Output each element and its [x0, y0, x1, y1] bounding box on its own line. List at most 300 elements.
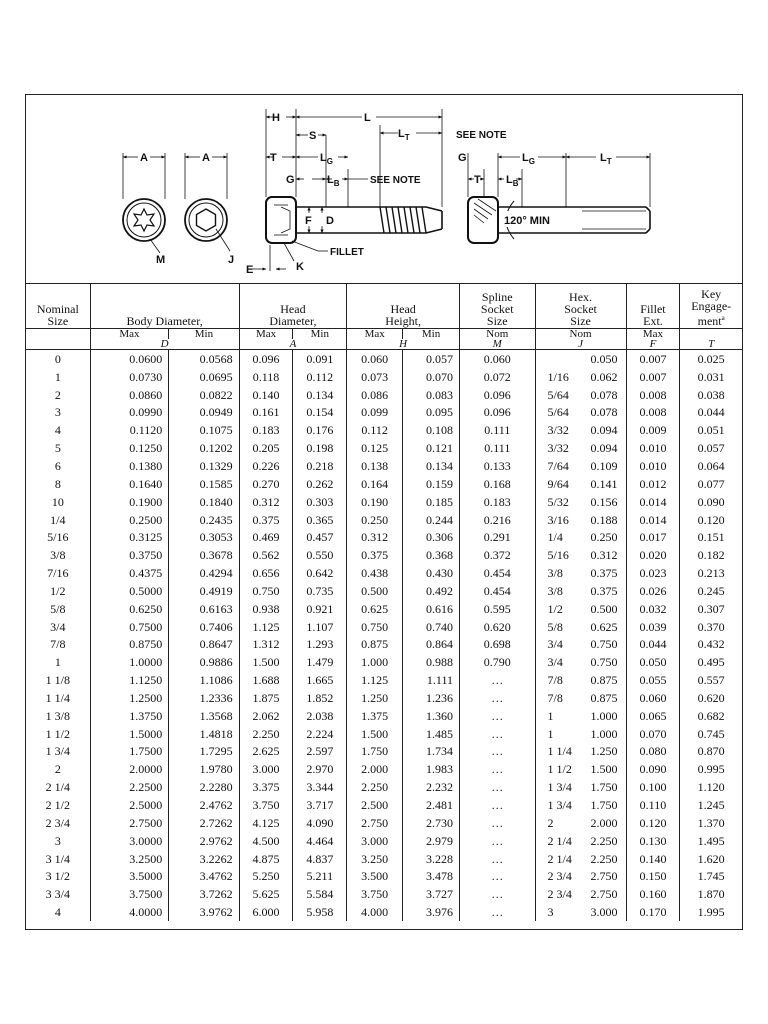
- cell-body-diameter-min: 0.9886: [169, 653, 239, 671]
- table-row: [26, 867, 742, 885]
- cell-body-diameter-min: 1.3568: [169, 707, 239, 725]
- cell-spline-socket-size: 0.096: [460, 404, 536, 422]
- label-fillet: FILLET: [330, 247, 364, 258]
- cell-body-diameter-max: 2.2500: [90, 778, 169, 796]
- header-head-height: Head Height,: [347, 283, 460, 329]
- symbol-m: M: [460, 339, 536, 350]
- cell-body-diameter-max: 1.1250: [90, 671, 169, 689]
- cell-head-diameter-max: 0.469: [239, 528, 293, 546]
- cell-nominal-size: 1: [54, 655, 61, 670]
- table-row: [26, 885, 742, 903]
- cell-fillet-extension: 0.020: [626, 546, 680, 564]
- cell-head-height-min: 0.108: [403, 421, 460, 439]
- cell-head-diameter-min: 0.303: [293, 493, 347, 511]
- cell-head-diameter-max: 1.312: [239, 636, 293, 654]
- cell-key-engagement: 0.044: [680, 404, 742, 422]
- cell-head-diameter-min: 0.154: [293, 404, 347, 422]
- cell-nominal-size: 3: [54, 405, 61, 420]
- label-k: K: [296, 261, 304, 273]
- symbol-a: A: [239, 339, 347, 350]
- cell-hex-socket-size: [535, 636, 626, 654]
- cell-body-diameter-max: 0.8750: [90, 636, 169, 654]
- cell-nominal-size: 2 1/4: [45, 780, 70, 795]
- cell-body-diameter-min: 2.9762: [169, 832, 239, 850]
- label-lb-2: $L_B$: [506, 174, 519, 188]
- table-row: [26, 743, 742, 761]
- hex-socket-fraction: 2 1/4: [547, 833, 572, 848]
- label-s: S: [309, 130, 317, 142]
- cell-key-engagement: 1.245: [680, 796, 742, 814]
- hex-socket-fraction: 2 3/4: [547, 869, 572, 884]
- cell-key-engagement: 0.557: [680, 671, 742, 689]
- cell-body-diameter-max: 0.0730: [90, 368, 169, 386]
- cell-spline-socket-size: 0.216: [460, 511, 536, 529]
- cell-head-height-max: 2.000: [347, 760, 403, 778]
- cell-head-diameter-max: 0.938: [239, 600, 293, 618]
- cell-body-diameter-max: 1.0000: [90, 653, 169, 671]
- cell-fillet-extension: 0.039: [626, 618, 680, 636]
- cell-nominal-size: 8: [54, 476, 61, 491]
- cell-key-engagement: 1.745: [680, 867, 742, 885]
- table-row: [26, 814, 742, 832]
- cell-key-engagement: 0.120: [680, 511, 742, 529]
- cell-key-engagement: 0.495: [680, 653, 742, 671]
- cell-spline-socket-size: 0.372: [460, 546, 536, 564]
- cell-head-diameter-min: 0.735: [293, 582, 347, 600]
- cell-fillet-extension: 0.110: [626, 796, 680, 814]
- cell-fillet-extension: 0.150: [626, 867, 680, 885]
- cell-spline-socket-size: …: [460, 885, 536, 903]
- cell-head-diameter-max: 1.688: [239, 671, 293, 689]
- cell-body-diameter-min: 0.4294: [169, 564, 239, 582]
- cell-body-diameter-min: 0.1585: [169, 475, 239, 493]
- table-body: [26, 350, 742, 922]
- cell-key-engagement: 0.307: [680, 600, 742, 618]
- cell-head-diameter-min: 1.479: [293, 653, 347, 671]
- cell-body-diameter-max: 0.1120: [90, 421, 169, 439]
- table-row: [26, 368, 742, 386]
- cell-head-height-min: 0.740: [403, 618, 460, 636]
- cell-head-diameter-max: 0.375: [239, 511, 293, 529]
- cell-head-diameter-min: 0.642: [293, 564, 347, 582]
- cell-hex-socket-size: [535, 457, 626, 475]
- hex-socket-decimal: 2.250: [590, 851, 618, 866]
- cell-head-height-min: 1.236: [403, 689, 460, 707]
- cell-key-engagement: 0.682: [680, 707, 742, 725]
- cell-hex-socket-size: [535, 885, 626, 903]
- cell-body-diameter-max: 0.1380: [90, 457, 169, 475]
- cell-head-diameter-max: 4.500: [239, 832, 293, 850]
- screw-drawing: [26, 95, 742, 284]
- cell-head-height-max: 3.250: [347, 850, 403, 868]
- cell-head-height-min: 0.121: [403, 439, 460, 457]
- cell-body-diameter-min: 0.2435: [169, 511, 239, 529]
- cell-head-diameter-max: 5.625: [239, 885, 293, 903]
- cell-head-diameter-max: 1.125: [239, 618, 293, 636]
- hex-socket-decimal: 0.188: [590, 512, 618, 527]
- cell-nominal-size: 7/8: [50, 637, 66, 652]
- cell-body-diameter-max: 0.6250: [90, 600, 169, 618]
- cell-body-diameter-min: 0.3678: [169, 546, 239, 564]
- header-spline-socket: Spline Socket Size: [460, 283, 536, 329]
- table-row: [26, 493, 742, 511]
- label-l: L: [364, 112, 371, 124]
- cell-head-diameter-min: 0.262: [293, 475, 347, 493]
- cell-head-height-min: 0.185: [403, 493, 460, 511]
- cell-head-height-min: 1.983: [403, 760, 460, 778]
- cell-fillet-extension: 0.130: [626, 832, 680, 850]
- cell-nominal-size: 3/8: [50, 548, 66, 563]
- header-a-max: Max: [239, 329, 293, 340]
- cell-body-diameter-min: 0.6163: [169, 600, 239, 618]
- hex-socket-fraction: 1/2: [547, 601, 563, 616]
- cell-head-diameter-min: 2.224: [293, 725, 347, 743]
- cell-body-diameter-min: 2.2280: [169, 778, 239, 796]
- hex-socket-fraction: 1 3/4: [547, 798, 572, 813]
- cell-body-diameter-min: 1.1086: [169, 671, 239, 689]
- cell-nominal-size: 3/4: [50, 619, 66, 634]
- cell-head-height-min: 0.159: [403, 475, 460, 493]
- cell-head-diameter-min: 0.457: [293, 528, 347, 546]
- cell-fillet-extension: 0.009: [626, 421, 680, 439]
- cell-spline-socket-size: …: [460, 671, 536, 689]
- cell-nominal-size: 1/2: [50, 583, 66, 598]
- cell-body-diameter-max: 3.7500: [90, 885, 169, 903]
- hex-socket-decimal: 2.750: [590, 887, 618, 902]
- cell-fillet-extension: 0.008: [626, 404, 680, 422]
- cell-head-height-max: 1.375: [347, 707, 403, 725]
- hex-socket-decimal: 1.500: [590, 762, 618, 777]
- cell-body-diameter-min: 1.7295: [169, 743, 239, 761]
- header-nominal-size: Nominal Size: [36, 302, 79, 328]
- cell-body-diameter-max: 1.3750: [90, 707, 169, 725]
- hex-socket-end-view: [185, 199, 227, 241]
- hex-socket-decimal: 2.750: [590, 869, 618, 884]
- cell-key-engagement: 1.870: [680, 885, 742, 903]
- cell-nominal-size: 5: [54, 441, 61, 456]
- cell-spline-socket-size: 0.183: [460, 493, 536, 511]
- cell-fillet-extension: 0.007: [626, 350, 680, 368]
- cell-body-diameter-max: 0.1640: [90, 475, 169, 493]
- label-a-2: A: [202, 152, 210, 164]
- cell-spline-socket-size: …: [460, 707, 536, 725]
- cell-body-diameter-max: 0.0600: [90, 350, 169, 368]
- cell-hex-socket-size: [535, 814, 626, 832]
- cell-spline-socket-size: 0.620: [460, 618, 536, 636]
- cell-spline-socket-size: 0.111: [460, 421, 536, 439]
- cell-nominal-size: 3 3/4: [45, 887, 70, 902]
- cell-hex-socket-size: [535, 386, 626, 404]
- socket-screw-dimension-table: [26, 283, 742, 921]
- cell-fillet-extension: 0.044: [626, 636, 680, 654]
- cell-head-diameter-max: 2.062: [239, 707, 293, 725]
- cell-head-height-min: 0.083: [403, 386, 460, 404]
- cell-hex-socket-size: [535, 671, 626, 689]
- cell-fillet-extension: 0.100: [626, 778, 680, 796]
- cell-nominal-size: 2: [54, 387, 61, 402]
- cell-head-diameter-min: 1.852: [293, 689, 347, 707]
- cell-key-engagement: 0.090: [680, 493, 742, 511]
- cell-head-height-min: 0.864: [403, 636, 460, 654]
- cell-fillet-extension: 0.140: [626, 850, 680, 868]
- screw-side-view: [266, 197, 442, 243]
- cell-head-height-max: 1.000: [347, 653, 403, 671]
- label-lt-2: $L_T$: [600, 152, 612, 166]
- cell-nominal-size: 1: [54, 369, 61, 384]
- cell-head-height-min: 0.988: [403, 653, 460, 671]
- cell-head-diameter-min: 4.464: [293, 832, 347, 850]
- cell-head-height-min: 1.485: [403, 725, 460, 743]
- cell-head-height-max: 0.875: [347, 636, 403, 654]
- cell-spline-socket-size: 0.595: [460, 600, 536, 618]
- hex-socket-fraction: 3/32: [547, 441, 569, 456]
- cell-fillet-extension: 0.017: [626, 528, 680, 546]
- cell-head-height-min: 0.095: [403, 404, 460, 422]
- cell-body-diameter-min: 0.0822: [169, 386, 239, 404]
- cell-head-height-min: 0.134: [403, 457, 460, 475]
- cell-body-diameter-max: 1.2500: [90, 689, 169, 707]
- cell-hex-socket-size: [535, 743, 626, 761]
- cell-spline-socket-size: …: [460, 850, 536, 868]
- hex-socket-fraction: 3/16: [547, 512, 569, 527]
- cell-head-height-min: 3.478: [403, 867, 460, 885]
- cell-head-height-max: 3.500: [347, 867, 403, 885]
- cell-fillet-extension: 0.012: [626, 475, 680, 493]
- hex-socket-decimal: 0.312: [590, 548, 618, 563]
- cell-head-height-min: 2.232: [403, 778, 460, 796]
- cell-body-diameter-min: 1.4818: [169, 725, 239, 743]
- cell-body-diameter-min: 0.1075: [169, 421, 239, 439]
- table-row: [26, 618, 742, 636]
- cell-fillet-extension: 0.170: [626, 903, 680, 921]
- cell-hex-socket-size: [535, 421, 626, 439]
- cell-spline-socket-size: …: [460, 796, 536, 814]
- cell-head-diameter-max: 0.226: [239, 457, 293, 475]
- hex-socket-fraction: 1: [547, 708, 554, 723]
- cell-spline-socket-size: 0.790: [460, 653, 536, 671]
- cell-head-diameter-max: 0.312: [239, 493, 293, 511]
- hex-socket-decimal: 0.875: [590, 690, 618, 705]
- cell-head-height-max: 1.500: [347, 725, 403, 743]
- hex-socket-fraction: 3/4: [547, 637, 563, 652]
- cell-hex-socket-size: [535, 618, 626, 636]
- cell-head-diameter-min: 0.112: [293, 368, 347, 386]
- cell-key-engagement: 0.370: [680, 618, 742, 636]
- cell-body-diameter-min: 1.2336: [169, 689, 239, 707]
- header-row-symbols: [26, 339, 742, 350]
- cell-fillet-extension: 0.050: [626, 653, 680, 671]
- header-d-min: Min: [169, 329, 239, 340]
- cell-hex-socket-size: [535, 404, 626, 422]
- cell-body-diameter-max: 4.0000: [90, 903, 169, 921]
- cell-head-diameter-min: 0.091: [293, 350, 347, 368]
- label-120-min: 120° MIN: [504, 215, 550, 227]
- cell-hex-socket-size: [535, 528, 626, 546]
- cell-hex-socket-size: [535, 564, 626, 582]
- header-hex-socket: Hex. Socket Size: [535, 283, 626, 329]
- cell-head-diameter-min: 0.218: [293, 457, 347, 475]
- hex-socket-fraction: 1 1/4: [547, 744, 572, 759]
- cell-head-height-min: 3.228: [403, 850, 460, 868]
- cell-body-diameter-max: 0.7500: [90, 618, 169, 636]
- cell-head-height-max: 1.125: [347, 671, 403, 689]
- cell-hex-socket-size: [535, 511, 626, 529]
- label-lb: $L_B$: [327, 174, 340, 188]
- cell-hex-socket-size: [535, 832, 626, 850]
- label-a-1: A: [140, 152, 148, 164]
- cell-key-engagement: 0.182: [680, 546, 742, 564]
- cell-spline-socket-size: 0.168: [460, 475, 536, 493]
- cell-nominal-size: 3: [54, 833, 61, 848]
- label-t-2: T: [474, 174, 481, 186]
- cell-body-diameter-max: 0.3125: [90, 528, 169, 546]
- cell-body-diameter-min: 0.7406: [169, 618, 239, 636]
- cell-hex-socket-size: [535, 760, 626, 778]
- cell-head-diameter-min: 0.550: [293, 546, 347, 564]
- cell-body-diameter-max: 3.2500: [90, 850, 169, 868]
- cell-hex-socket-size: [535, 903, 626, 921]
- hex-socket-fraction: 3/8: [547, 583, 563, 598]
- hex-socket-decimal: 0.750: [590, 655, 618, 670]
- cell-body-diameter-max: 3.5000: [90, 867, 169, 885]
- hex-socket-fraction: 7/8: [547, 690, 563, 705]
- cell-nominal-size: 2 1/2: [45, 798, 70, 813]
- table-row: [26, 636, 742, 654]
- table-row: [26, 850, 742, 868]
- cell-spline-socket-size: 0.291: [460, 528, 536, 546]
- hex-socket-decimal: 0.875: [590, 673, 618, 688]
- hex-socket-decimal: 0.094: [590, 441, 618, 456]
- table-row: [26, 707, 742, 725]
- cell-head-diameter-min: 1.665: [293, 671, 347, 689]
- label-lg-2: $L_G$: [522, 152, 535, 166]
- table-row: [26, 796, 742, 814]
- table-row: [26, 386, 742, 404]
- hex-socket-decimal: 0.250: [590, 530, 618, 545]
- hex-socket-fraction: 7/8: [547, 673, 563, 688]
- cell-head-height-max: 0.438: [347, 564, 403, 582]
- cell-hex-socket-size: [535, 867, 626, 885]
- header-a-min: Min: [293, 329, 347, 340]
- cell-nominal-size: 2 3/4: [45, 815, 70, 830]
- cell-nominal-size: 0: [54, 351, 61, 366]
- technical-drawing: [26, 95, 742, 283]
- cell-spline-socket-size: …: [460, 903, 536, 921]
- spline-socket-end-view: [123, 199, 165, 241]
- cell-hex-socket-size: [535, 653, 626, 671]
- cell-head-height-max: 0.375: [347, 546, 403, 564]
- cell-fillet-extension: 0.080: [626, 743, 680, 761]
- hex-socket-fraction: 5/64: [547, 387, 569, 402]
- label-j: J: [228, 254, 235, 266]
- hex-socket-decimal: 1.750: [590, 798, 618, 813]
- cell-nominal-size: 4: [54, 423, 61, 438]
- cell-head-height-min: 0.070: [403, 368, 460, 386]
- cell-head-diameter-min: 0.365: [293, 511, 347, 529]
- cell-head-height-max: 3.750: [347, 885, 403, 903]
- table-row: [26, 689, 742, 707]
- label-g-2: G: [458, 152, 467, 164]
- table-row: [26, 475, 742, 493]
- cell-nominal-size: 3 1/4: [45, 851, 70, 866]
- cell-fillet-extension: 0.007: [626, 368, 680, 386]
- cell-key-engagement: 1.995: [680, 903, 742, 921]
- table-row: [26, 421, 742, 439]
- dim-a-lines: [123, 153, 230, 253]
- cell-head-height-min: 0.368: [403, 546, 460, 564]
- cell-head-diameter-min: 1.293: [293, 636, 347, 654]
- cell-spline-socket-size: …: [460, 867, 536, 885]
- cell-body-diameter-max: 3.0000: [90, 832, 169, 850]
- cell-nominal-size: 3 1/2: [45, 869, 70, 884]
- cell-head-height-max: 0.138: [347, 457, 403, 475]
- cell-key-engagement: 0.051: [680, 421, 742, 439]
- cell-body-diameter-max: 0.2500: [90, 511, 169, 529]
- cell-head-diameter-max: 3.750: [239, 796, 293, 814]
- symbol-f: F: [626, 339, 680, 350]
- cell-head-height-min: 0.616: [403, 600, 460, 618]
- cell-nominal-size: 1 3/8: [45, 708, 70, 723]
- cell-spline-socket-size: …: [460, 778, 536, 796]
- cell-head-height-max: 0.750: [347, 618, 403, 636]
- hex-socket-fraction: 3/4: [547, 655, 563, 670]
- table-row: [26, 439, 742, 457]
- cell-head-height-max: 0.112: [347, 421, 403, 439]
- cell-spline-socket-size: 0.111: [460, 439, 536, 457]
- cell-head-diameter-max: 5.250: [239, 867, 293, 885]
- cell-head-height-max: 2.750: [347, 814, 403, 832]
- cell-head-height-max: 3.000: [347, 832, 403, 850]
- cell-key-engagement: 0.064: [680, 457, 742, 475]
- cell-head-diameter-min: 4.090: [293, 814, 347, 832]
- header-h-max: Max: [347, 329, 403, 340]
- cell-head-diameter-max: 0.140: [239, 386, 293, 404]
- cell-key-engagement: 0.038: [680, 386, 742, 404]
- cell-key-engagement: 0.151: [680, 528, 742, 546]
- hex-socket-decimal: 1.000: [590, 726, 618, 741]
- table-row: [26, 350, 742, 368]
- cell-head-height-max: 0.060: [347, 350, 403, 368]
- cell-head-diameter-min: 2.970: [293, 760, 347, 778]
- cell-head-height-max: 1.750: [347, 743, 403, 761]
- cell-head-height-max: 0.190: [347, 493, 403, 511]
- hex-socket-decimal: 0.750: [590, 637, 618, 652]
- cell-head-height-min: 3.976: [403, 903, 460, 921]
- cell-fillet-extension: 0.026: [626, 582, 680, 600]
- cell-body-diameter-max: 0.3750: [90, 546, 169, 564]
- hex-socket-fraction: 1 3/4: [547, 780, 572, 795]
- table-row: [26, 582, 742, 600]
- cell-key-engagement: 0.745: [680, 725, 742, 743]
- cell-head-diameter-max: 2.250: [239, 725, 293, 743]
- cell-body-diameter-max: 0.1900: [90, 493, 169, 511]
- cell-body-diameter-min: 0.1840: [169, 493, 239, 511]
- cell-head-diameter-min: 0.176: [293, 421, 347, 439]
- cell-head-diameter-min: 3.717: [293, 796, 347, 814]
- cell-hex-socket-size: [535, 689, 626, 707]
- table-row: [26, 546, 742, 564]
- cell-head-diameter-max: 0.183: [239, 421, 293, 439]
- cell-body-diameter-min: 0.0949: [169, 404, 239, 422]
- cell-nominal-size: 6: [54, 458, 61, 473]
- cell-head-height-min: 3.727: [403, 885, 460, 903]
- cell-head-diameter-max: 3.000: [239, 760, 293, 778]
- cell-body-diameter-min: 3.7262: [169, 885, 239, 903]
- cell-spline-socket-size: 0.698: [460, 636, 536, 654]
- cell-head-diameter-min: 1.107: [293, 618, 347, 636]
- cell-fillet-extension: 0.065: [626, 707, 680, 725]
- cell-head-diameter-min: 0.134: [293, 386, 347, 404]
